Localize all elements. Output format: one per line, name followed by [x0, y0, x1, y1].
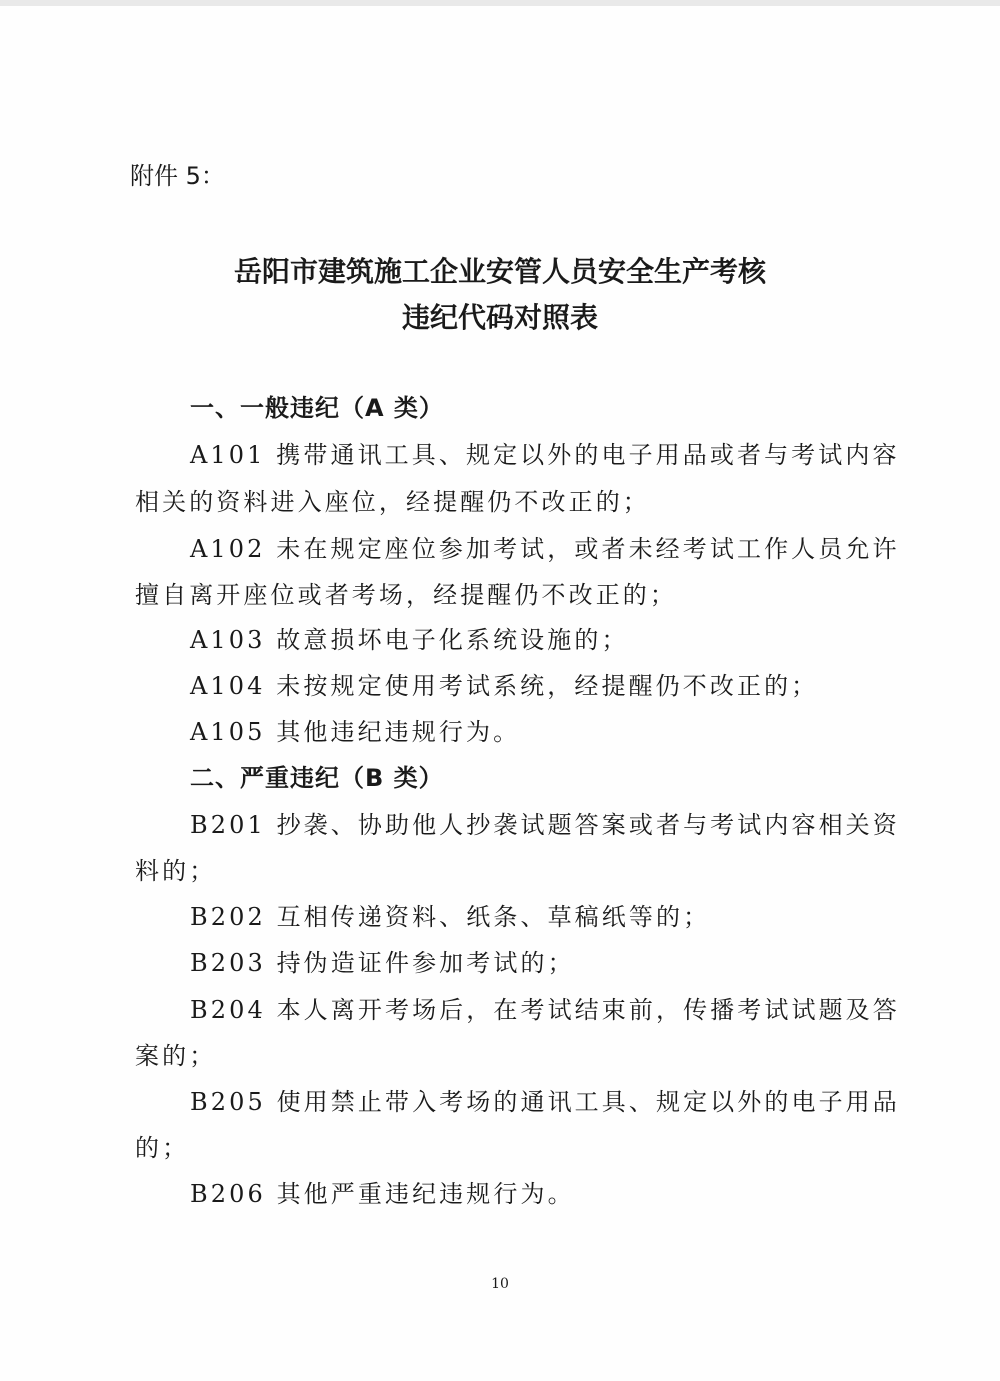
item-b206: B206 其他严重违纪违规行为。: [190, 1180, 575, 1208]
item-b205-line-1: B205 使用禁止带入考场的通讯工具、规定以外的电子用品: [190, 1088, 900, 1116]
item-a101-line-2: 相关的资料进入座位，经提醒仍不改正的；: [135, 488, 650, 516]
item-a104: A104 未按规定使用考试系统，经提醒仍不改正的；: [190, 672, 819, 700]
item-b204-line-1: B204 本人离开考场后，在考试结束前，传播考试试题及答: [190, 996, 900, 1024]
document-title-line-2: 违纪代码对照表: [401, 301, 598, 334]
page-number: 10: [491, 1276, 509, 1292]
section-a-heading: 一、一般违纪（A 类）: [190, 394, 444, 422]
item-b202: B202 互相传递资料、纸条、草稿纸等的；: [190, 903, 711, 931]
attachment-label: 附件 5：: [130, 162, 225, 190]
item-a102-line-2: 擅自离开座位或者考场，经提醒仍不改正的；: [135, 581, 677, 609]
item-b201-line-1: B201 抄袭、协助他人抄袭试题答案或者与考试内容相关资: [190, 811, 900, 839]
item-b205-line-2: 的；: [135, 1134, 190, 1162]
item-a102-line-1: A102 未在规定座位参加考试，或者未经考试工作人员允许: [190, 535, 900, 563]
scan-edge-shading: [0, 0, 1000, 6]
item-b201-line-2: 料的；: [135, 857, 217, 885]
item-a105: A105 其他违纪违规行为。: [190, 718, 521, 746]
item-b204-line-2: 案的；: [135, 1042, 217, 1070]
document-title-line-1: 岳阳市建筑施工企业安管人员安全生产考核: [233, 255, 766, 288]
item-a103: A103 故意损坏电子化系统设施的；: [190, 626, 629, 654]
item-b203: B203 持伪造证件参加考试的；: [190, 949, 575, 977]
section-b-heading: 二、严重违纪（B 类）: [190, 764, 444, 792]
item-a101-line-1: A101 携带通讯工具、规定以外的电子用品或者与考试内容: [190, 441, 900, 469]
